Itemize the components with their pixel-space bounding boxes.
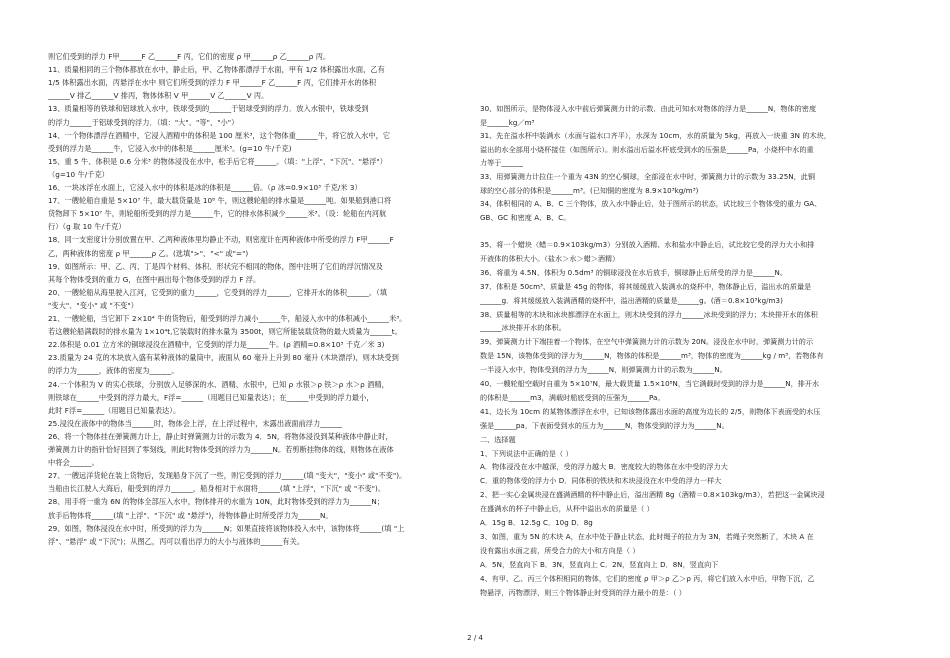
text-line: 16、一块冰浮在水面上，它浸入水中的体积是冰的体积是______倍。（ρ 冰=0.9×10³ 千克/米 3） xyxy=(48,183,362,192)
text-line: 30、如图所示，是物体浸入水中前后弹簧测力计的示数．由此可知水对物体的浮力是______N，物体的密度 xyxy=(480,104,817,113)
text-line: 则它们受到的浮力 F甲______F 乙______F 丙，它们的密度 ρ 甲______ρ 乙______ρ 丙。 xyxy=(48,52,331,61)
text-line: 3、如图，重为 5N 的木块 A，在水中处于静止状态，此时绳子的拉力为 3N，若绳子突然断了，木块 A 在 xyxy=(480,531,814,541)
text-line: ______V 排乙______V 排丙，物体体积 V 甲______V 乙______V 丙。 xyxy=(48,91,269,101)
text-line: 在盛满水的杯子中静止后，从杯中溢出水的质量是（ ） xyxy=(480,504,654,514)
text-line: 力等于______ xyxy=(480,158,524,168)
text-line: 25.浸没在液体中的物体当______时，物体会上浮，在上浮过程中，未露出液面前浮力______ xyxy=(48,418,343,428)
text-line: 27、一艘远洋货轮在装上货物后，发现船身下沉了一些，则它受到的浮力______(填 "变大"，"变小" 或"不变")。 xyxy=(48,471,407,481)
text-line: 41、边长为 10cm 的某物体漂浮在水中，已知该物体露出水面的高度为边长的 2/5，则物体下表面受的水压 xyxy=(480,406,821,416)
text-line: 1、下列说法中正确的是（ ） xyxy=(480,448,573,458)
text-line: 开液体的体积大小。（盐水＞水＞蜡＞酒精） xyxy=(480,253,620,263)
text-line: 受到的浮力是______牛，它浸入水中的体积是______厘米³。(g=10 牛/千克) xyxy=(48,143,292,153)
text-line: 浮"、"悬浮" 或 "下沉")；从图乙，丙可以看出浮力的大小与液体的______有关。 xyxy=(48,536,305,546)
text-line: 球的空心部分的体积是______m³。(已知铜的密度为 8.9×10³kg/m³) xyxy=(480,185,699,195)
text-line: 37、体积是 50cm³、质量是 45g 的物体，将其缓缓放入装满水的烧杯中，物体静止后，溢出水的质量是 xyxy=(480,281,812,291)
text-line: A．5N，竖直向下 B．3N，竖直向上 C．2N，竖直向上 D．8N，竖直向下 xyxy=(480,559,719,569)
text-line: 40、一艘轮船空载时自重为 5×10⁷N，最大载货量 1.5×10⁸N，当它满载时受到的浮力是______N，排开水 xyxy=(480,379,820,388)
text-line: 2、把一实心金属块浸在盛满酒精的杯中静止后，溢出酒精 8g（酒精＝0.8×103kg/m3），若把这一金属块浸 xyxy=(480,490,825,500)
text-line: 乙，两种液体的密度 ρ 甲______ρ 乙。(选填">"、"<" 或"=") xyxy=(48,248,249,258)
text-line: 则铁球在______中受到的浮力最大，F浮=______（用题目已知量表达）；在______中受到的浮力最小， xyxy=(48,392,374,402)
text-line: 22.体积是 0.01 立方米的铜球浸没在酒精中，它受到的浮力是______牛。(ρ 酒精=0.8×10³ 千克／米 3) xyxy=(48,340,385,350)
text-line: GB、GC 和密度 A、B、C。 xyxy=(480,212,571,222)
text-line: 11、质量相同的三个物体都放在水中，静止后，甲、乙物体都漂浮于水面，甲有 1/2 体积露出水面，乙有 xyxy=(48,65,385,75)
text-line: 33、用弹簧测力计拉住一个重为 43N 的空心铜球，全部浸在水中时，弹簧测力计的示数为 33.25N，此铜 xyxy=(480,172,816,181)
text-line: 物悬浮，丙物漂浮，则三个物体静止时受到的浮力最小的是：（ ） xyxy=(480,587,686,597)
text-line: 18、同一支密度计分别放置在甲、乙两种液体里均静止不动，则密度计在两种液体中所受的浮力 F甲______F xyxy=(48,235,394,245)
text-line: 放手后物体将______(填 "上浮"、"下沉" 或 "悬浮")，待物体静止时所受浮力为______N。 xyxy=(48,510,333,520)
text-line: 35、将一个蜡块（蜡＝0.9×103kg/m3）分别放入酒精、水和盐水中静止后，试比较它受的浮力大小和排 xyxy=(480,240,815,249)
text-line: ______g．将其缓缓放入装满酒精的烧杯中，溢出酒精的质量是______g。(酒＝0.8×10³kg/m3) xyxy=(480,295,783,305)
text-line: 15、重 5 牛、体积是 0.6 分米³ 的物体浸没在水中，松手后它将______。（填："上浮"、"下沉"、"悬浮"） xyxy=(48,156,388,166)
text-line: 中将会______。 xyxy=(48,458,99,468)
text-line: 没有露出水面之前，所受合力的大小和方向是（ ） xyxy=(480,545,640,555)
text-line: 17、一艘轮船自重是 5×10⁷ 牛，最大载货量是 10⁸ 牛，则这艘轮船的排水量是______吨。如果船到港口将 xyxy=(48,196,392,206)
text-line: 强是______pa，下表面受到水的压力为______N，物体受到的浮力为______N。 xyxy=(480,420,729,430)
text-line: 若这艘轮船满载时的排水量为 1×10⁴t,它装载时的排水量为 3500t，则它所能装载货物的最大质量为______t。 xyxy=(48,327,402,337)
text-line: 14、一个物体漂浮在酒精中，它浸入酒精中的体积是 100 厘米³，这个物体重______牛，将它放入水中，它 xyxy=(48,130,391,140)
text-line: （g=10 牛/千克） xyxy=(48,169,109,179)
text-line: 数是 15N，该物体受到的浮力为______N，物体的体积是______m³，物体的密度为______kg / m³，若物体有 xyxy=(480,351,824,361)
text-line: C．重的物体受的浮力小 D．同体积的铁块和木块浸没在水中受的浮力一样大 xyxy=(480,476,722,486)
text-line: 的浮力______于铝球受到的浮力．（填："大"、"等"、"小"） xyxy=(48,117,239,127)
text-line: ______冰块排开水的体积。 xyxy=(480,323,566,333)
text-line: 是______kg／m³ xyxy=(480,117,535,127)
page-number: 2 / 4 xyxy=(467,634,483,642)
text-line: A．15g B．12.5g C．10g D．8g xyxy=(480,518,593,527)
text-line: 货物卸下 5×10⁷ 牛，则轮船所受到的浮力是______牛，它的排水体积减少______米³。（设：轮船在内河航 xyxy=(48,209,387,219)
text-line: 一半浸入水中，物体受到的浮力为______N，则弹簧测力计的示数为______N。 xyxy=(480,365,727,375)
text-line: 的浮力为______，液体的密度为______。 xyxy=(48,366,179,376)
text-line: 29、如图，物体浸没在水中时，所受到的浮力为______N；如果直接将该物体投入水中，该物体将______(填 "上 xyxy=(48,523,405,533)
text-line: 弹簧测力计的指针恰好回到了零刻线，则此时物体受到的浮力为______N。若剪断挂物体的线，则物体在液体 xyxy=(48,445,394,454)
text-line: 19、如图所示：甲、乙、丙、丁是四个材料、体积、形状完不相同的物体，图中注明了它们的浮沉情况及 xyxy=(48,261,383,271)
text-line: 行）（g 取 10 牛/千克） xyxy=(48,222,126,232)
text-line: 34、体积相同的 A、B、C 三个物体，放入水中静止后，处于图所示的状态，试比较三个物体受的重力 GA、 xyxy=(480,199,822,209)
text-line: 39、弹簧测力计下端挂着一个物体，在空气中弹簧测力计的示数为 20N。浸没在水中时，弹簧测力计的示 xyxy=(480,337,814,347)
text-line: 38、质量相等的木块和冰块都漂浮在水面上，则木块受到的浮力______冰块受到的浮力；木块排开水的体积 xyxy=(480,309,818,319)
text-line: 溢出的水全部用小烧杯接住（如图所示）。则水溢出后溢水杯底受到水的压强是______Pa，小烧杯中水的重 xyxy=(480,144,814,154)
text-line: 31、先在溢水杯中装满水（水面与溢水口齐平），水深为 10cm，水的质量为 5kg，再放入一块重 3N 的木块， xyxy=(480,131,831,141)
text-line: "变大"、"变小" 或 "不变"） xyxy=(48,300,138,310)
text-line: 的体积是______m3，满载时船底受到的压强为______Pa。 xyxy=(480,392,665,402)
text-line: 28、用手将一重为 6N 的物体全部压入水中，物体排开的水重为 10N，此时物体受到的浮力为______N； xyxy=(48,497,385,507)
text-line: 4、有甲、乙、丙三个体积相同的物体，它们的密度 ρ 甲＞ρ 乙＞ρ 丙，将它们放入水中后，甲物下沉，乙 xyxy=(480,573,815,583)
text-line: 其每个物体受到的重力 G，在图中画出每个物体受到的浮力 F 浮。 xyxy=(48,274,261,284)
text-line: 36、将重为 4.5N、体积为 0.5dm³ 的铜球浸没在水后放手，铜球静止后所受的浮力是______N。 xyxy=(480,267,788,277)
text-line: A．物体浸没在水中越深，受的浮力越大 B．密度较大的物体在水中受的浮力大 xyxy=(480,462,728,472)
text-line: 21、一艘轮船，当它卸下 2×10⁴ 牛的货物后，船受到的浮力减小______牛，船浸入水中的体积减小______米³。 xyxy=(48,314,407,323)
text-line: 23.质量为 24 克的木块放入盛有某种液体的量筒中，液面从 60 毫升上升到 80 毫升 (木块漂浮)，则木块受到 xyxy=(48,353,399,363)
text-line: 此时 F浮=______（用题目已知量表达）。 xyxy=(48,405,181,415)
text-line: 当船由长江驶入大海后，船受到的浮力______，船身相对于水面将______(填 "上浮"，"下沉" 或 "不变")。 xyxy=(48,484,386,494)
text-line: 13、质量相等的铁球和铝球放入水中，铁球受到的______于铝球受到的浮力．放入水银中，铁球受到 xyxy=(48,104,369,114)
text-line: 24.一个体积为 V 的实心铁球，分别放入足够深的水、酒精、水银中，已知 ρ 水银＞ρ 铁＞ρ 水＞ρ 酒精， xyxy=(48,379,389,389)
text-line: 二、选择题 xyxy=(480,434,516,444)
text-line: 1/5 体积露出水面，丙悬浮在水中 则它们所受到的浮力 F 甲______F 乙______F 丙，它们排开水的体积 xyxy=(48,78,377,88)
text-line: 26、将一个物体挂在弹簧测力计上，静止时弹簧测力计的示数为 4．5N，将物体浸没到某种液体中静止时， xyxy=(48,431,393,441)
text-line: 20、一艘轮船从海里驶入江河，它受到的重力______，它受到的浮力______，它排开水的体积______。（填 xyxy=(48,287,388,297)
